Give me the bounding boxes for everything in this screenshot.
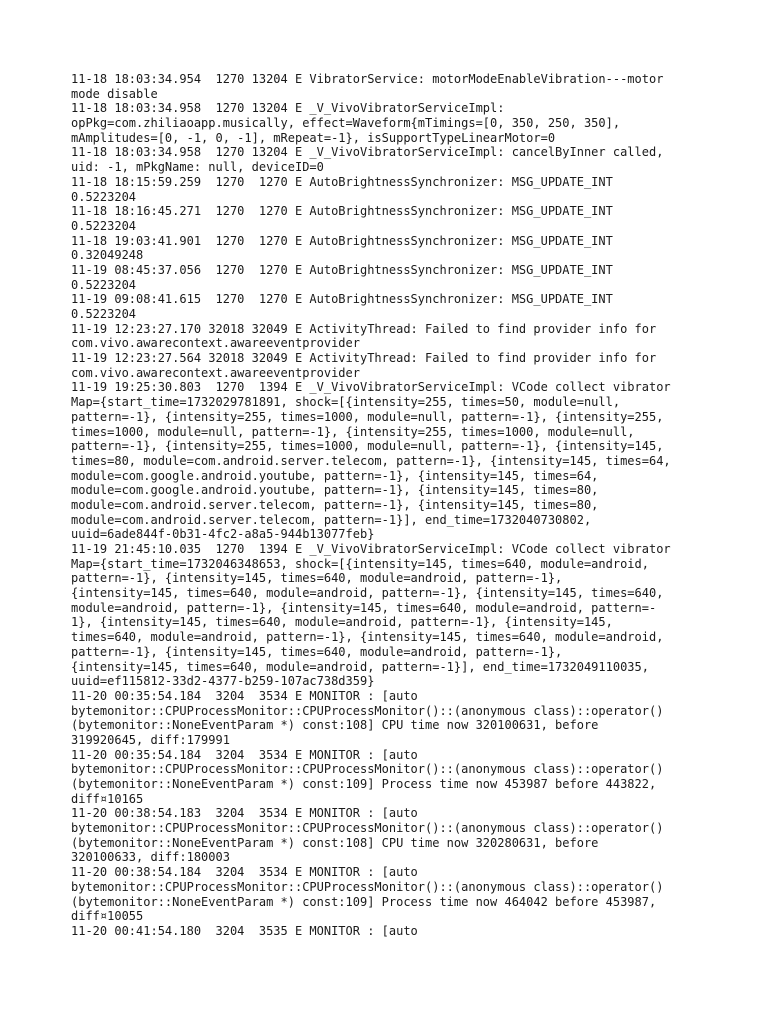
- log-line: {intensity=145, times=640, module=android, pattern=-1}, {intensity=145, times=640,: [71, 586, 664, 601]
- log-line: uuid=ef115812-33d2-4377-b259-107ac738d359}: [71, 674, 375, 689]
- log-line: pattern=-1}, {intensity=145, times=640, module=android, pattern=-1},: [71, 571, 563, 586]
- log-line: (bytemonitor::NoneEventParam *) const:108] CPU time now 320280631, before: [71, 835, 599, 850]
- log-line: bytemonitor::CPUProcessMonitor::CPUProcessMonitor()::(anonymous class)::operator(): [71, 879, 664, 894]
- log-line: 11-20 00:41:54.180 3204 3535 E MONITOR : [auto: [71, 923, 418, 938]
- log-line: 11-19 09:08:41.615 1270 1270 E AutoBrightnessSynchronizer: MSG_UPDATE_INT: [71, 292, 613, 307]
- log-text-block: [71, 72, 711, 939]
- log-line: module=com.google.android.youtube, pattern=-1}, {intensity=145, times=64,: [71, 468, 599, 483]
- log-line: 11-20 00:35:54.184 3204 3534 E MONITOR : [auto: [71, 747, 418, 762]
- log-line: Map={start_time=1732046348653, shock=[{intensity=145, times=640, module=android,: [71, 556, 649, 571]
- log-line: bytemonitor::CPUProcessMonitor::CPUProcessMonitor()::(anonymous class)::operator(): [71, 762, 664, 777]
- log-line: 11-19 19:25:30.803 1270 1394 E _V_VivoVibratorServiceImpl: VCode collect vibrator: [71, 380, 671, 395]
- log-line: times=640, module=android, pattern=-1}, {intensity=145, times=640, module=android,: [71, 630, 664, 645]
- log-line: 11-18 18:16:45.271 1270 1270 E AutoBrightnessSynchronizer: MSG_UPDATE_INT: [71, 204, 613, 219]
- log-line: 11-19 08:45:37.056 1270 1270 E AutoBrightnessSynchronizer: MSG_UPDATE_INT: [71, 262, 613, 277]
- log-line: module=com.android.server.telecom, pattern=-1}, {intensity=145, times=80,: [71, 497, 599, 512]
- log-line: diff¤10055: [71, 909, 144, 924]
- log-line: 11-18 19:03:41.901 1270 1270 E AutoBrightnessSynchronizer: MSG_UPDATE_INT: [71, 233, 613, 248]
- log-line: mAmplitudes=[0, -1, 0, -1], mRepeat=-1}, isSupportTypeLinearMotor=0: [71, 130, 556, 145]
- log-line: module=com.android.server.telecom, pattern=-1}], end_time=1732040730802,: [71, 512, 592, 527]
- log-line: 0.5223204: [71, 277, 137, 292]
- log-line: times=1000, module=null, pattern=-1}, {intensity=255, times=1000, module=null,: [71, 424, 635, 439]
- log-line: 0.5223204: [71, 307, 137, 321]
- log-line: 11-18 18:03:34.958 1270 13204 E _V_VivoVibratorServiceImpl:: [71, 101, 505, 116]
- log-line: 11-18 18:03:34.958 1270 13204 E _V_VivoVibratorServiceImpl: cancelByInner called,: [71, 145, 664, 160]
- log-line: 11-19 12:23:27.564 32018 32049 E ActivityThread: Failed to find provider info for: [71, 351, 657, 366]
- log-line: 11-20 00:38:54.184 3204 3534 E MONITOR : [auto: [71, 865, 418, 880]
- log-line: times=80, module=com.android.server.telecom, pattern=-1}, {intensity=145, times=64,: [71, 453, 671, 468]
- log-line: 11-20 00:35:54.184 3204 3534 E MONITOR : [auto: [71, 688, 418, 703]
- log-line: 11-20 00:38:54.183 3204 3534 E MONITOR : [auto: [71, 806, 418, 821]
- log-line: pattern=-1}, {intensity=255, times=1000, module=null, pattern=-1}, {intensity=145,: [71, 439, 664, 454]
- log-line: module=android, pattern=-1}, {intensity=145, times=640, module=android, pattern=-: [71, 600, 657, 615]
- log-line: bytemonitor::CPUProcessMonitor::CPUProcessMonitor()::(anonymous class)::operator(): [71, 703, 664, 718]
- log-line: {intensity=145, times=640, module=android, pattern=-1}], end_time=1732049110035,: [71, 659, 649, 674]
- log-line: 320100633, diff:180003: [71, 850, 230, 865]
- log-line: com.vivo.awarecontext.awareeventprovider: [71, 336, 360, 351]
- log-line: (bytemonitor::NoneEventParam *) const:109] Process time now 464042 before 453987,: [71, 894, 657, 909]
- log-line: Map={start_time=1732029781891, shock=[{intensity=255, times=50, module=null,: [71, 395, 621, 410]
- log-line: 0.5223204: [71, 189, 137, 204]
- log-line: com.vivo.awarecontext.awareeventprovider: [71, 365, 360, 380]
- log-line: bytemonitor::CPUProcessMonitor::CPUProcessMonitor()::(anonymous class)::operator(): [71, 821, 664, 836]
- log-line: 11-19 21:45:10.035 1270 1394 E _V_VivoVibratorServiceImpl: VCode collect vibrator: [71, 542, 671, 556]
- log-line: uuid=6ade844f-0b31-4fc2-a8a5-944b13077feb}: [71, 527, 375, 542]
- log-line: mode disable: [71, 86, 158, 101]
- log-line: 0.5223204: [71, 218, 137, 233]
- log-line: 319920645, diff:179991: [71, 732, 230, 747]
- log-line: module=com.google.android.youtube, pattern=-1}, {intensity=145, times=80,: [71, 483, 599, 498]
- log-line: 11-18 18:15:59.259 1270 1270 E AutoBrightnessSynchronizer: MSG_UPDATE_INT: [71, 174, 613, 189]
- log-line: 11-18 18:03:34.954 1270 13204 E VibratorService: motorModeEnableVibration---motor: [71, 72, 664, 86]
- log-line: uid: -1, mPkgName: null, deviceID=0: [71, 160, 324, 175]
- log-line: 11-19 12:23:27.170 32018 32049 E ActivityThread: Failed to find provider info for: [71, 321, 657, 336]
- log-line: pattern=-1}, {intensity=145, times=640, module=android, pattern=-1},: [71, 644, 563, 659]
- log-line: (bytemonitor::NoneEventParam *) const:109] Process time now 453987 before 443822,: [71, 777, 657, 791]
- log-line: opPkg=com.zhiliaoapp.musically, effect=Waveform{mTimings=[0, 350, 250, 350],: [71, 116, 621, 131]
- log-line: 0.32049248: [71, 248, 144, 263]
- log-line: pattern=-1}, {intensity=255, times=1000, module=null, pattern=-1}, {intensity=255,: [71, 409, 664, 424]
- log-line: diff¤10165: [71, 791, 144, 806]
- log-line: (bytemonitor::NoneEventParam *) const:108] CPU time now 320100631, before: [71, 718, 599, 733]
- log-line: 1}, {intensity=145, times=640, module=android, pattern=-1}, {intensity=145,: [71, 615, 613, 630]
